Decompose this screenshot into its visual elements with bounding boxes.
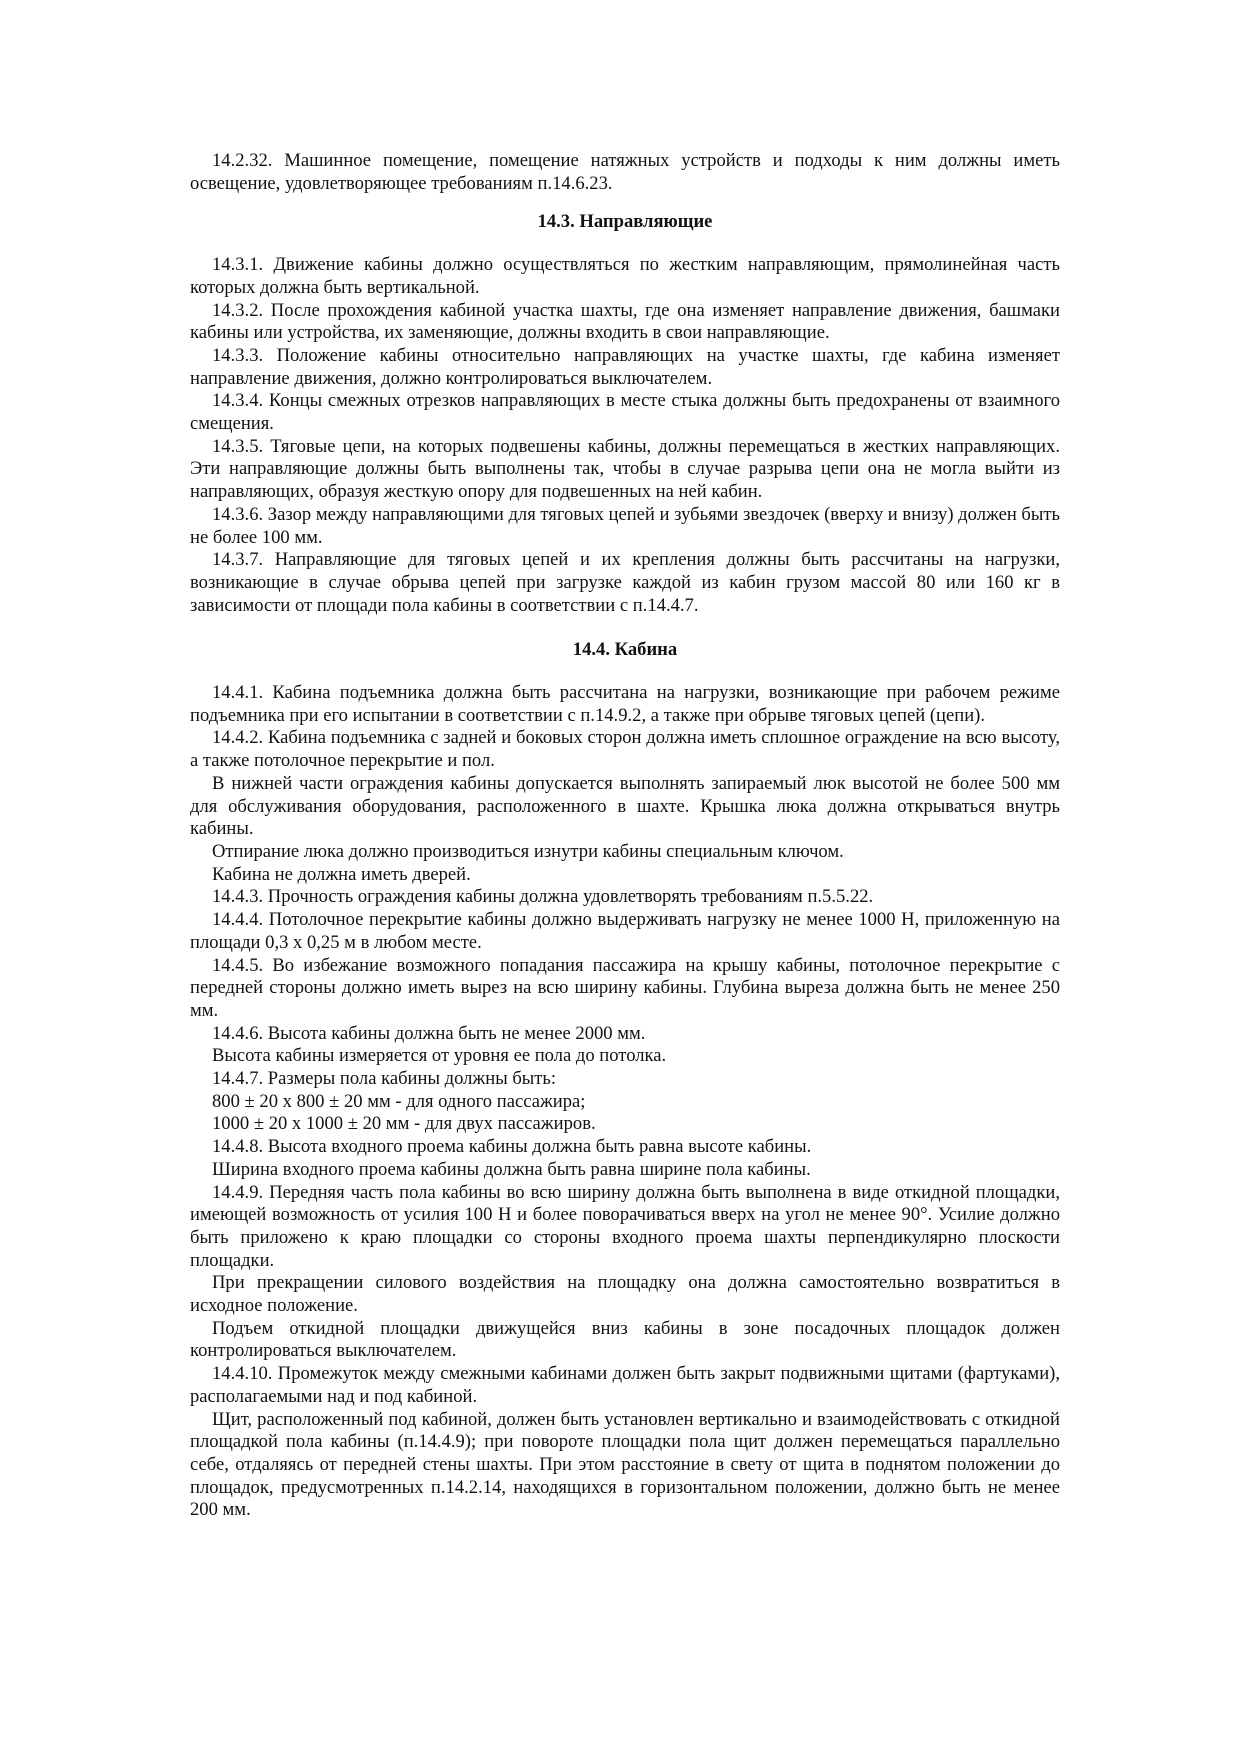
paragraph-shield: Щит, расположенный под кабиной, должен быть установлен вертикально и взаимодействовать с откидной площадкой пола кабины (п.14.4.9); при повороте площадки пола щит должен перемещаться параллельно себе, отдаляясь от передней стены шахты. При этом расстояние в свету от щита в поднятом положении до площадок, предусмотренных п.14.2.14, находящихся в горизонтальном положении, должно быть не менее 200 мм. bbox=[190, 1408, 1060, 1521]
paragraph-14-4-4: 14.4.4. Потолочное перекрытие кабины должно выдерживать нагрузку не менее 1000 Н, приложенную на площади 0,3 х 0,25 м в любом месте. bbox=[190, 909, 1060, 953]
paragraph-no-doors: Кабина не должна иметь дверей. bbox=[212, 863, 471, 885]
paragraph-14-4-9: 14.4.9. Передняя часть пола кабины во всю ширину должна быть выполнена в виде откидной площадки, имеющей возможность от усилия 100 Н и более поворачиваться вверх на угол не менее 90°. Усилие должно быть приложено к краю площадки со стороны входного проема шахты перпендикулярно плоскости площадки. bbox=[190, 1181, 1060, 1271]
paragraph-14-4-8: 14.4.8. Высота входного проема кабины должна быть равна высоте кабины. bbox=[212, 1136, 812, 1158]
paragraph-14-4-2: 14.4.2. Кабина подъемника с задней и боковых сторон должна иметь сплошное ограждение на всю высоту, а также потолочное перекрытие и пол. bbox=[190, 727, 1060, 772]
paragraph-14-4-3: 14.4.3. Прочность ограждения кабины должна удовлетворять требованиям п.5.5.22. bbox=[212, 886, 874, 908]
paragraph-height-measure: Высота кабины измеряется от уровня ее пола до потолка. bbox=[212, 1045, 667, 1067]
paragraph-platform-return: При прекращении силового воздействия на площадку она должна самостоятельно возвратиться в исходное положение. bbox=[190, 1272, 1060, 1317]
section-heading-14-4: 14.4. Кабина bbox=[572, 639, 678, 661]
document-page bbox=[190, 150, 1060, 1522]
paragraph-14-2-32: 14.2.32. Машинное помещение, помещение натяжных устройств и подходы к ним должны иметь освещение, удовлетворяющее требованиям п.14.6.23. bbox=[190, 150, 1060, 194]
paragraph-14-3-5: 14.3.5. Тяговые цепи, на которых подвешены кабины, должны перемещаться в жестких направляющих. Эти направляющие должны быть выполнены так, чтобы в случае разрыва цепи она не могла выйти из направляющих, образуя жесткую опору для подвешенных на ней кабин. bbox=[190, 435, 1060, 503]
paragraph-size-two: 1000 ± 20 х 1000 ± 20 мм - для двух пассажиров. bbox=[212, 1113, 596, 1135]
section-heading-14-3: 14.3. Направляющие bbox=[537, 211, 713, 233]
paragraph-14-3-4: 14.3.4. Концы смежных отрезков направляющих в месте стыка должны быть предохранены от взаимного смещения. bbox=[190, 390, 1060, 435]
paragraph-14-4-10: 14.4.10. Промежуток между смежными кабинами должен быть закрыт подвижными щитами (фартуками), располагаемыми над и под кабиной. bbox=[190, 1363, 1060, 1407]
paragraph-hatch: В нижней части ограждения кабины допускается выполнять запираемый люк высотой не более 500 мм для обслуживания оборудования, расположенного в шахте. Крышка люка должна открываться внутрь кабины. bbox=[190, 772, 1060, 840]
paragraph-14-3-2: 14.3.2. После прохождения кабиной участка шахты, где она изменяет направление движения, башмаки кабины или устройства, их заменяющие, должны входить в свои направляющие. bbox=[190, 299, 1060, 344]
paragraph-14-4-1: 14.4.1. Кабина подъемника должна быть рассчитана на нагрузки, возникающие при рабочем режиме подъемника при его испытании в соответствии с п.14.9.2, а также при обрыве тяговых цепей (цепи). bbox=[190, 682, 1060, 726]
paragraph-platform-switch: Подъем откидной площадки движущейся вниз кабины в зоне посадочных площадок должен контролироваться выключателем. bbox=[190, 1317, 1060, 1362]
paragraph-hatch-unlock: Отпирание люка должно производиться изнутри кабины специальным ключом. bbox=[212, 840, 844, 862]
paragraph-14-4-5: 14.4.5. Во избежание возможного попадания пассажира на крышу кабины, потолочное перекрытие с передней стороны должно иметь вырез на всю ширину кабины. Глубина выреза должна быть не менее 250 мм. bbox=[190, 954, 1060, 1021]
paragraph-14-4-7: 14.4.7. Размеры пола кабины должны быть: bbox=[212, 1068, 557, 1090]
paragraph-14-3-1: 14.3.1. Движение кабины должно осуществляться по жестким направляющим, прямолинейная часть которых должна быть вертикальной. bbox=[190, 254, 1060, 298]
paragraph-14-3-3: 14.3.3. Положение кабины относительно направляющих на участке шахты, где кабина изменяет направление движения, должно контролироваться выключателем. bbox=[190, 344, 1060, 389]
paragraph-14-3-6: 14.3.6. Зазор между направляющими для тяговых цепей и зубьями звездочек (вверху и внизу) должен быть не более 100 мм. bbox=[190, 503, 1060, 548]
paragraph-size-one: 800 ± 20 х 800 ± 20 мм - для одного пассажира; bbox=[212, 1090, 586, 1112]
paragraph-entrance-width: Ширина входного проема кабины должна быть равна ширине пола кабины. bbox=[212, 1158, 811, 1180]
paragraph-14-3-7: 14.3.7. Направляющие для тяговых цепей и их крепления должны быть рассчитаны на нагрузки, возникающие в случае обрыва цепей при загрузке каждой из кабин грузом массой 80 или 160 кг в зависимости от площади пола кабины в соответствии с п.14.4.7. bbox=[190, 549, 1060, 616]
paragraph-14-4-6: 14.4.6. Высота кабины должна быть не менее 2000 мм. bbox=[212, 1022, 646, 1044]
